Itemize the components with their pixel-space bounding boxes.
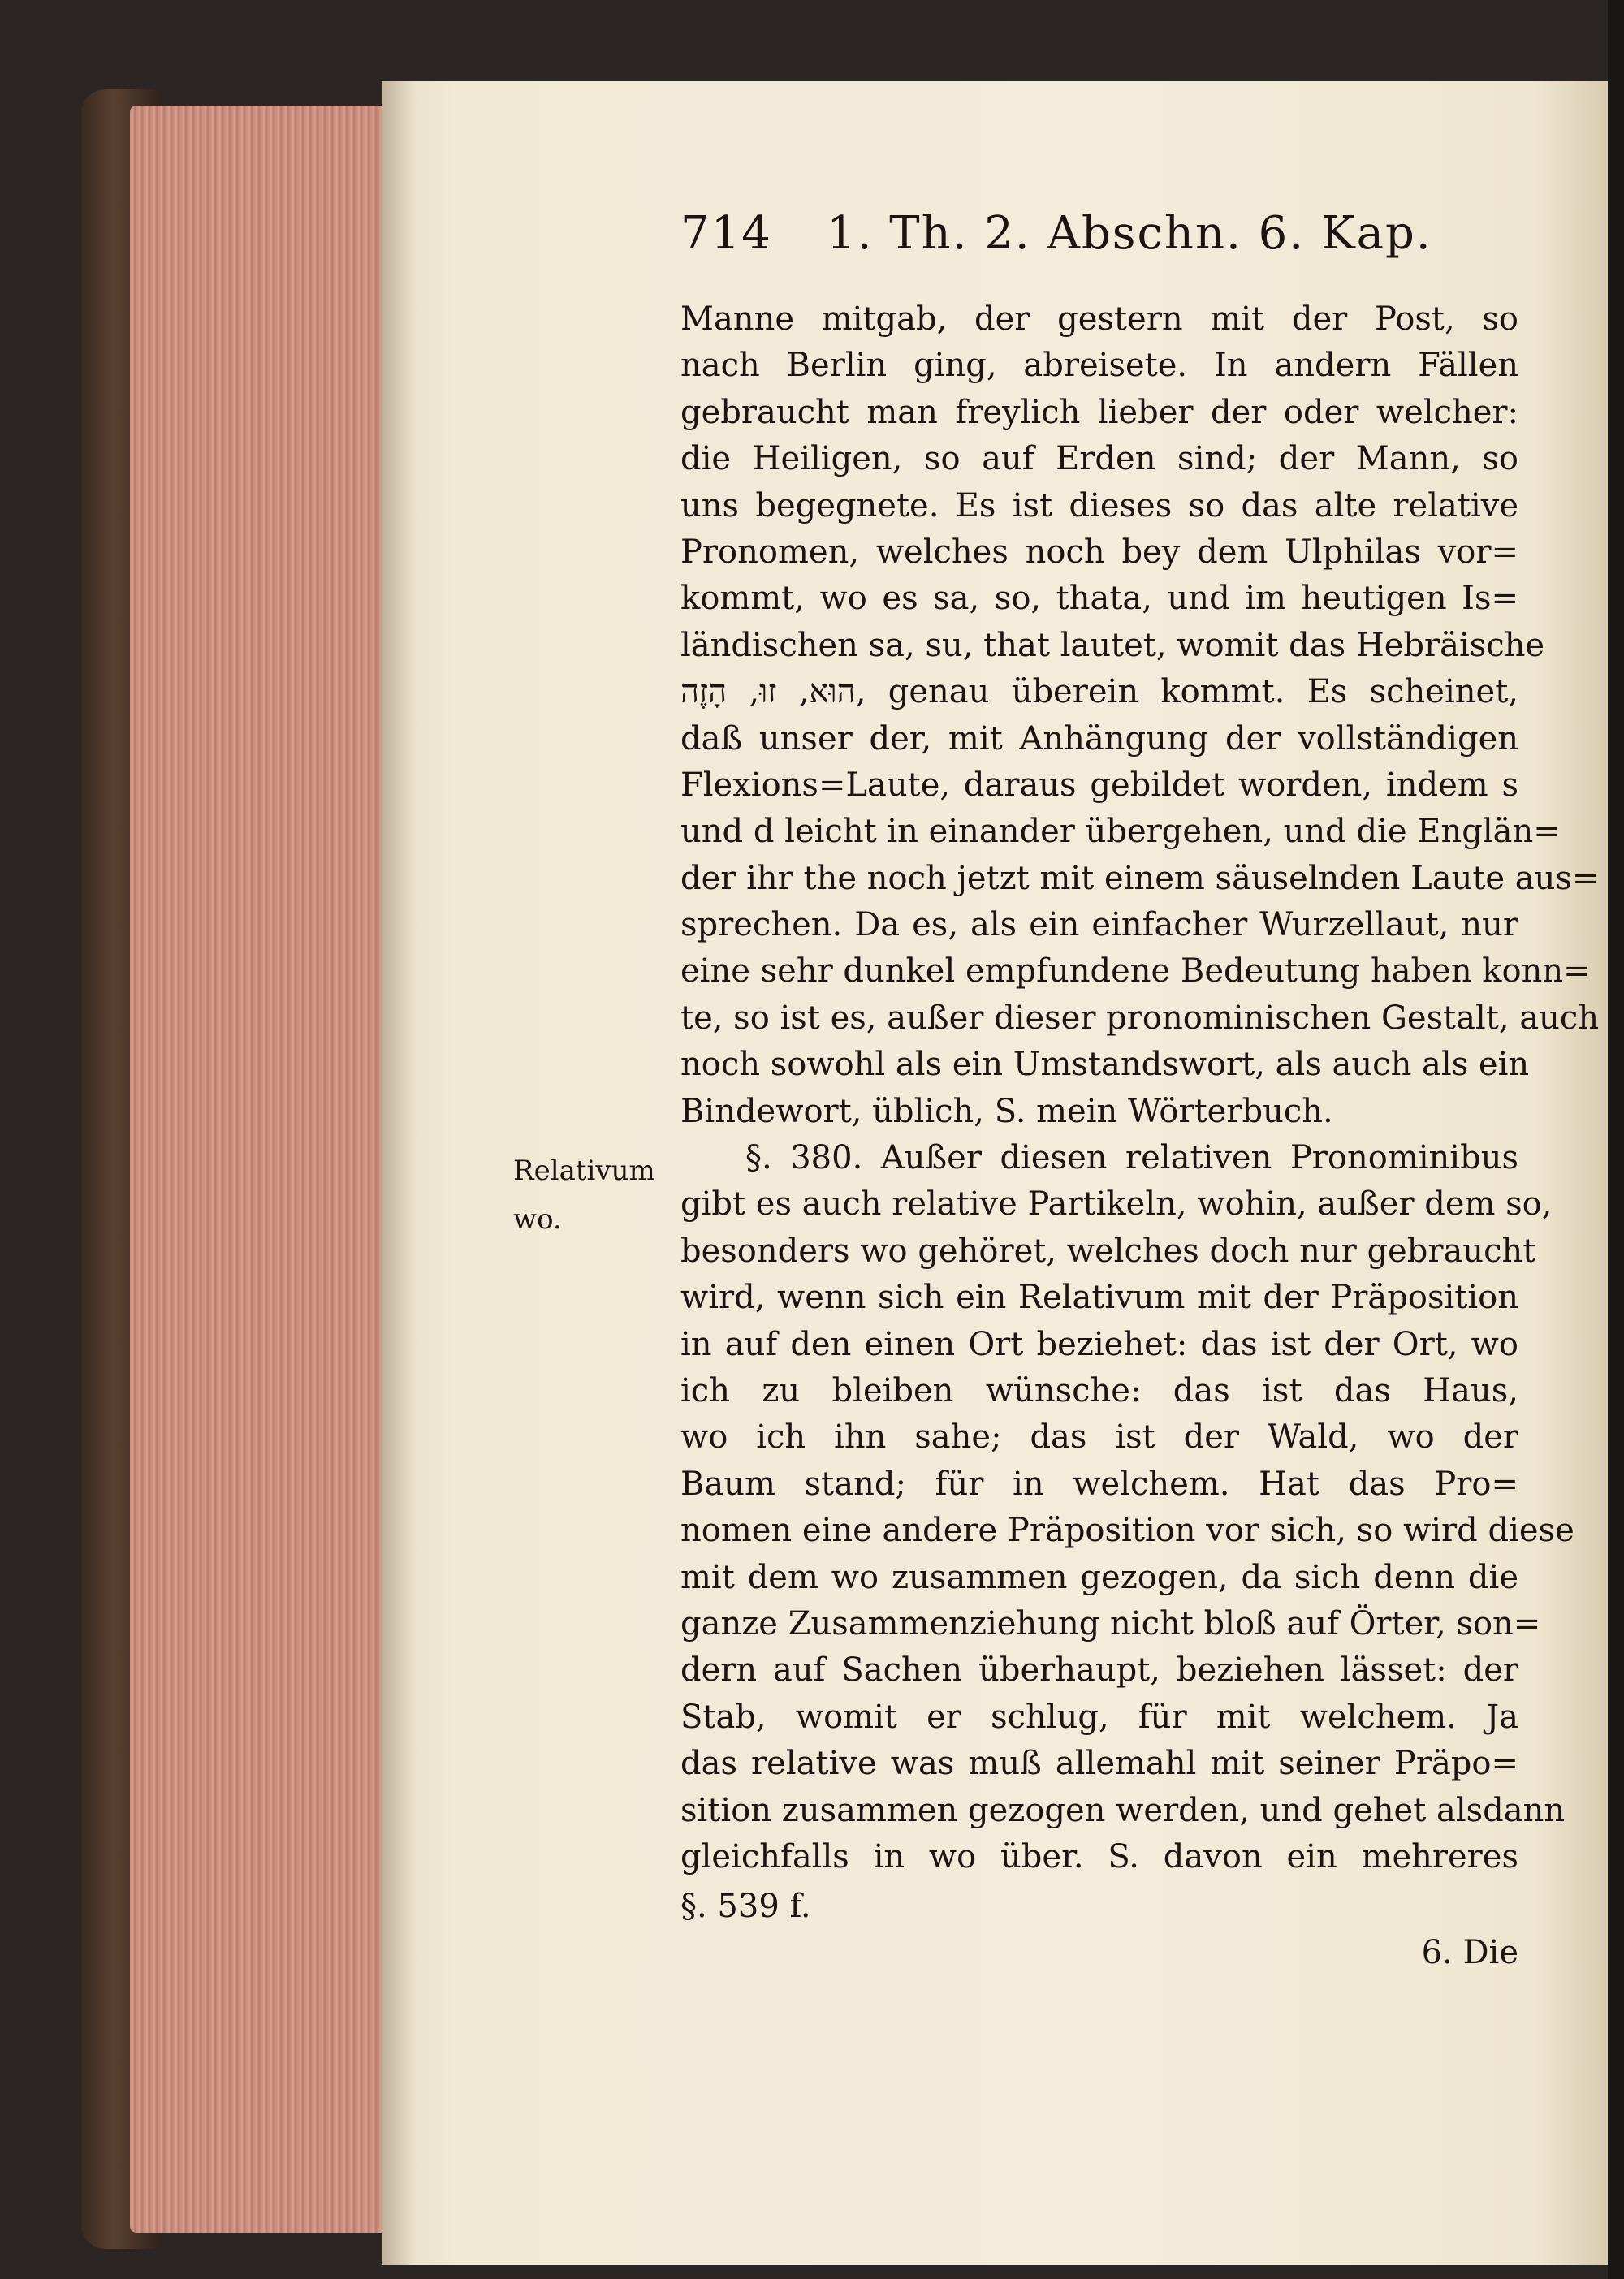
text-line: das relative was muß allemahl mit seiner Präpo= — [680, 1745, 1518, 1783]
facing-page-edge — [1608, 0, 1624, 2279]
text-line: wo ich ihn sahe; das ist der Wald, wo der — [680, 1418, 1518, 1457]
text-line: ländischen sa, su, that lautet, womit das Hebräische — [680, 626, 1545, 664]
text-line: und d leicht in einander übergehen, und die Englän= — [680, 813, 1561, 851]
margin-note-line: wo. — [513, 1203, 562, 1236]
text-line: sition zusammen gezogen werden, und gehet alsdann — [680, 1791, 1566, 1829]
text-line: der ihr the noch jetzt mit einem säuselnden Laute aus= — [680, 859, 1600, 897]
text-line: Flexions=Laute, daraus gebildet worden, indem s — [680, 766, 1518, 804]
text-line: Manne mitgab, der gestern mit der Post, so — [680, 300, 1518, 338]
text-line: kommt, wo es sa, so, thata, und im heutigen Is= — [680, 580, 1518, 618]
text-line: ganze Zusammenziehung nicht bloß auf Örter, son= — [680, 1604, 1541, 1642]
text-line: gleichfalls in wo über. S. davon ein mehreres — [680, 1837, 1518, 1875]
page-header — [680, 207, 1525, 272]
paragraph-start: §. 380. Außer diesen relativen Pronominibus — [745, 1139, 1518, 1177]
text-line: Baum stand; für in welchem. Hat das Pro= — [680, 1465, 1518, 1503]
catchword: 6. Die — [1421, 1934, 1518, 1971]
text-line: ich zu bleiben wünsche: das ist das Haus, — [680, 1371, 1518, 1409]
text-line: sprechen. Da es, als ein einfacher Wurzellaut, nur — [680, 906, 1518, 944]
text-line: Pronomen, welches noch bey dem Ulphilas vor= — [680, 533, 1518, 571]
text-line: wird, wenn sich ein Relativum mit der Präposition — [680, 1279, 1518, 1317]
page-edges — [130, 106, 390, 2233]
text-line: Stab, womit er schlug, für mit welchem. Ja — [680, 1698, 1518, 1736]
text-line: nach Berlin ging, abreisete. In andern Fällen — [680, 347, 1518, 385]
text-line: noch sowohl als ein Umstandswort, als auch als ein — [680, 1046, 1530, 1084]
text-line: gebraucht man freylich lieber der oder welcher: — [680, 393, 1518, 431]
text-line: הוּא, זוּ, הָזֶה, genau überein kommt. Es scheinet, — [680, 673, 1518, 711]
page-number: 714 — [680, 207, 772, 260]
text-line: Bindewort, üblich, S. mein Wörterbuch. — [680, 1092, 1333, 1130]
margin-note — [513, 1146, 667, 1244]
section-reference: §. 539 f. — [680, 1888, 811, 1925]
text-line: nomen eine andere Präposition vor sich, so wird diese — [680, 1512, 1574, 1550]
text-line: daß unser der, mit Anhängung der vollständigen — [680, 719, 1518, 758]
margin-note-line: Relativum — [513, 1155, 655, 1187]
text-line: gibt es auch relative Partikeln, wohin, außer dem so, — [680, 1185, 1553, 1224]
text-line: dern auf Sachen überhaupt, beziehen lässet: der — [680, 1651, 1518, 1690]
text-line: uns begegnete. Es ist dieses so das alte relative — [680, 486, 1518, 524]
running-head: 1. Th. 2. Abschn. 6. Kap. — [827, 207, 1432, 260]
text-line: te, so ist es, außer dieser pronominischen Gestalt, auch — [680, 999, 1600, 1037]
text-line: mit dem wo zusammen gezogen, da sich denn die — [680, 1558, 1518, 1596]
body-text — [680, 296, 1600, 1880]
text-line: eine sehr dunkel empfundene Bedeutung haben konn= — [680, 952, 1591, 991]
gutter-shadow — [382, 81, 414, 2265]
text-line: in auf den einen Ort beziehet: das ist der Ort, wo — [680, 1325, 1518, 1363]
text-line: besonders wo gehöret, welches doch nur gebraucht — [680, 1232, 1536, 1270]
text-line: die Heiligen, so auf Erden sind; der Mann, so — [680, 440, 1518, 478]
